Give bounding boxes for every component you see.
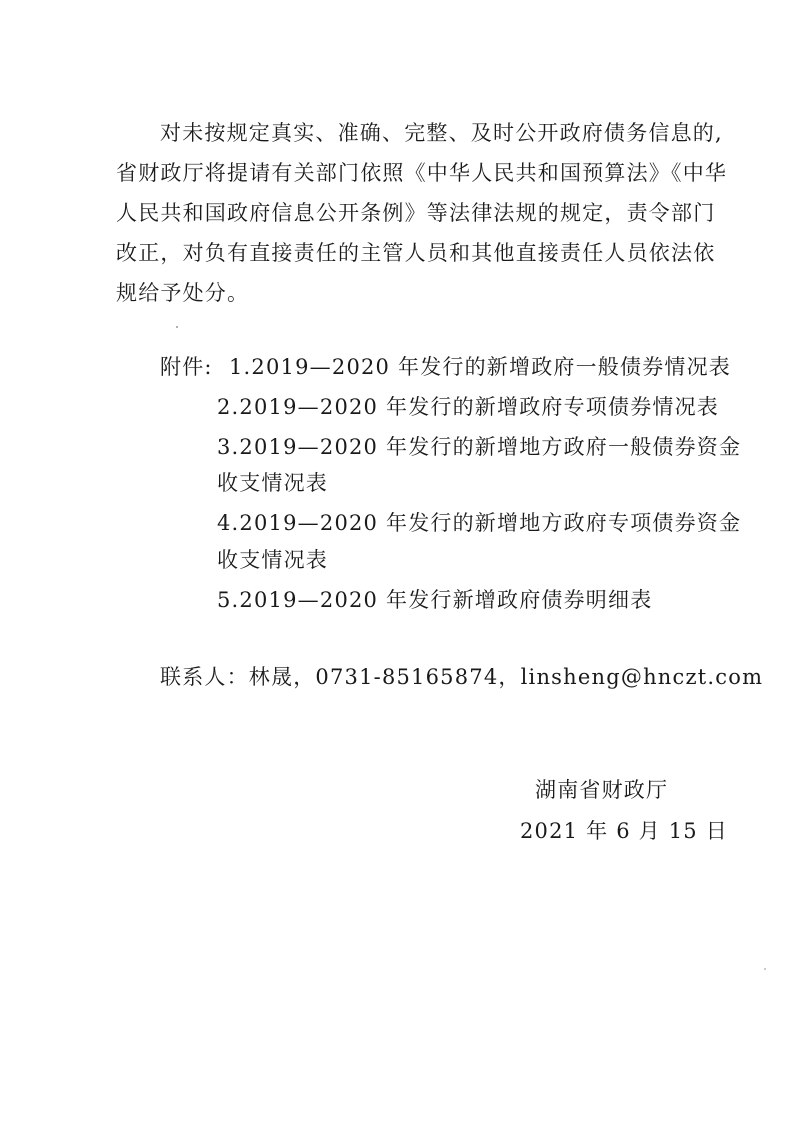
paragraph-line: 规给予处分。 — [116, 281, 250, 305]
attachment-item: 3.2019—2020 年发行的新增地方政府一般债券资金 — [217, 435, 742, 459]
attachment-item: 5.2019—2020 年发行新增政府债券明细表 — [217, 588, 653, 612]
scan-speck — [176, 326, 178, 328]
paragraph-line: 人民共和国政府信息公开条例》等法律法规的规定，责令部门 — [116, 201, 716, 225]
contact-line: 联系人：林晟，0731-85165874，linsheng@hnczt.com — [160, 665, 764, 689]
attachment-item: 4.2019—2020 年发行的新增地方政府专项债券资金 — [217, 511, 742, 535]
scan-speck — [764, 968, 766, 970]
attachment-item-continuation: 收支情况表 — [217, 548, 328, 572]
signature-org: 湖南省财政厅 — [535, 778, 669, 802]
attachments-label: 附件: — [160, 355, 213, 379]
attachment-item-continuation: 收支情况表 — [217, 471, 328, 495]
attachment-item: 2.2019—2020 年发行的新增政府专项债券情况表 — [217, 395, 719, 419]
paragraph-line: 省财政厅将提请有关部门依照《中华人民共和国预算法》《中华 — [116, 161, 728, 185]
signature-date: 2021 年 6 月 15 日 — [520, 819, 728, 843]
attachment-item: 1.2019—2020 年发行的新增政府一般债券情况表 — [229, 355, 731, 379]
paragraph-line: 对未按规定真实、准确、完整、及时公开政府债务信息的, — [160, 121, 723, 145]
paragraph-line: 改正，对负有直接责任的主管人员和其他直接责任人员依法依 — [116, 241, 716, 265]
